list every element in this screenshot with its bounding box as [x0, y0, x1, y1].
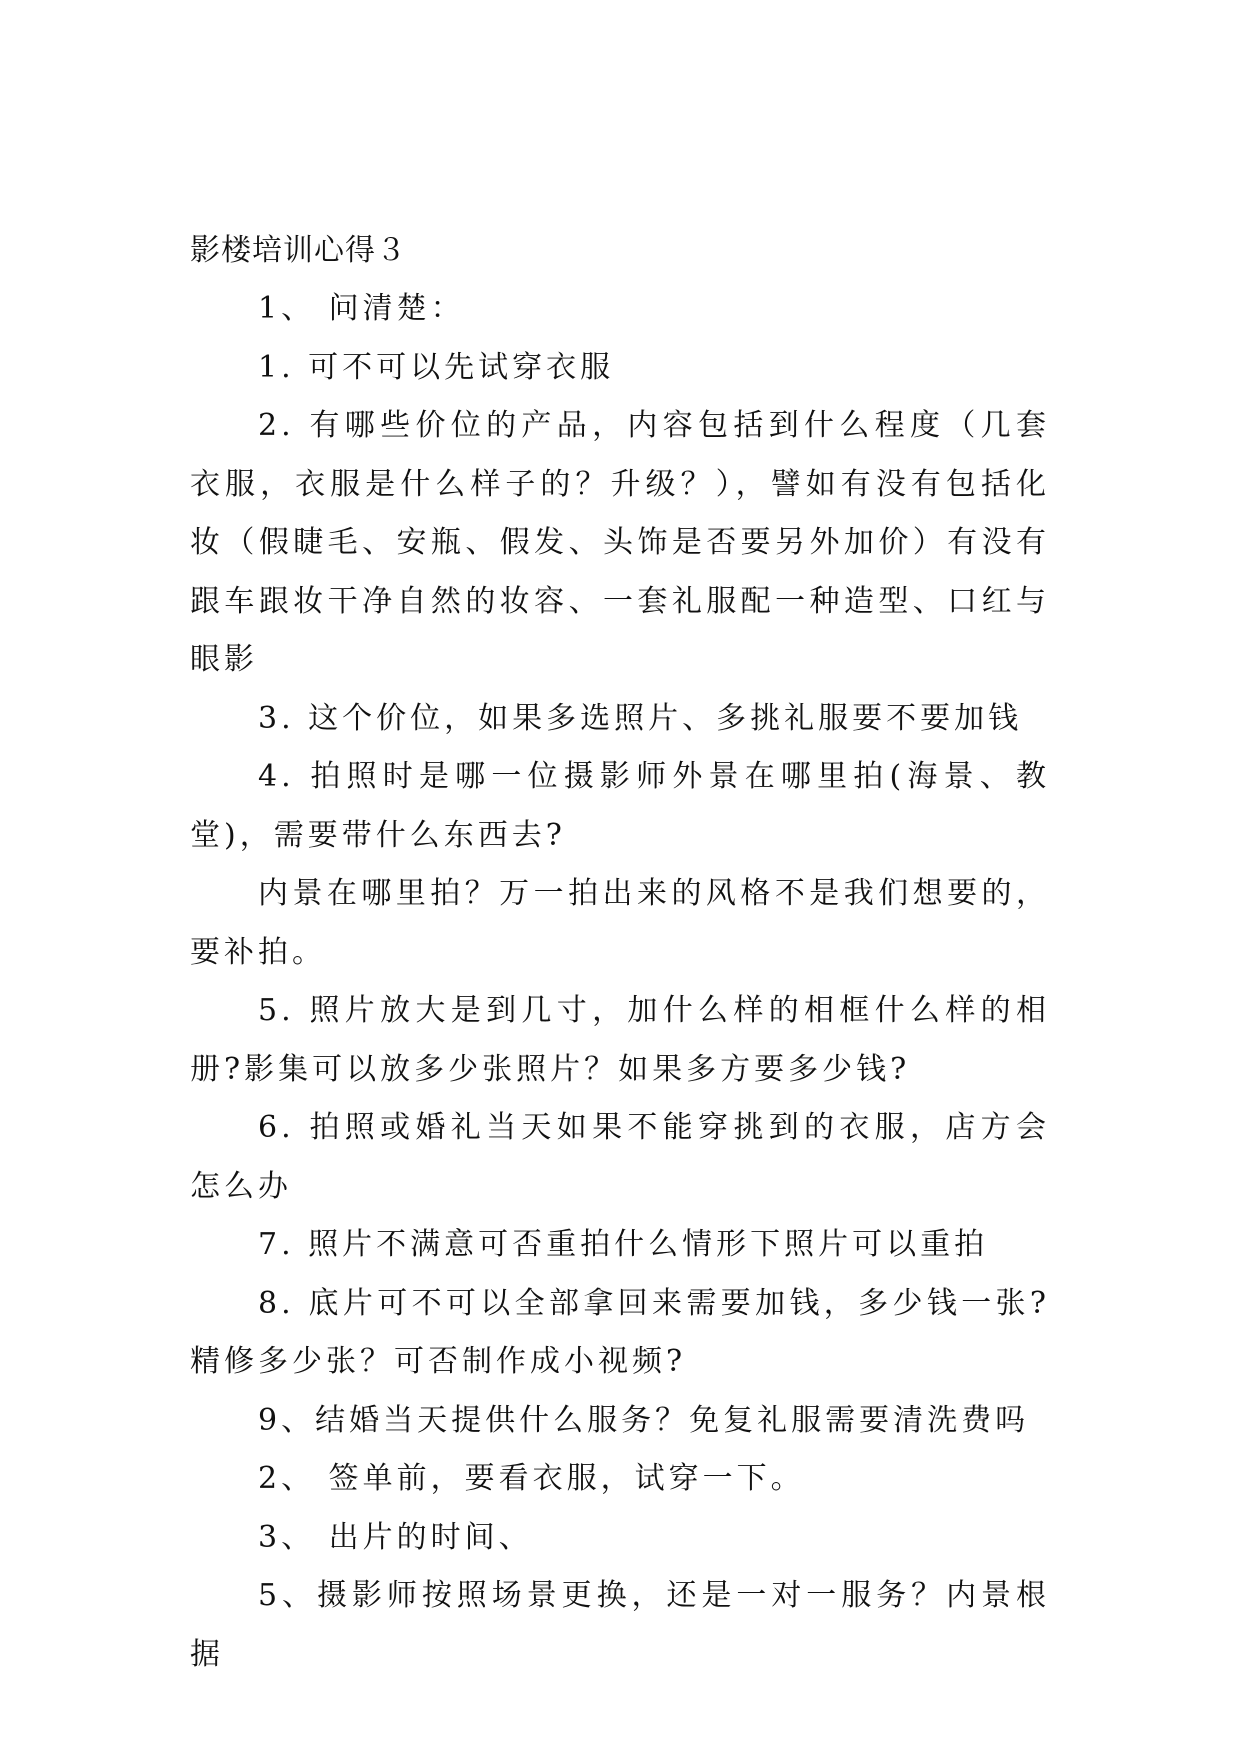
paragraph-item-6: 6. 拍照或婚礼当天如果不能穿挑到的衣服，店方会怎么办	[190, 1110, 1050, 1204]
paragraph-item-2: 2. 有哪些价位的产品，内容包括到什么程度（几套衣服，衣服是什么样子的？升级？），譬如有没有包括化妆（假睫毛、安瓶、假发、头饰是否要另外加价）有没有跟车跟妆干净自然的妆容、一套礼服配一种造型、口红与眼影	[190, 408, 1050, 677]
paragraph-item-3: 3. 这个价位，如果多选照片、多挑礼服要不要加钱	[258, 700, 1023, 736]
paragraph-indoor-scene: 内景在哪里拍？万一拍出来的风格不是我们想要的，要补拍。	[190, 876, 1050, 970]
paragraph-delivery-time: 3、 出片的时间、	[258, 1519, 533, 1555]
paragraph-photographer-service: 5、摄影师按照场景更换，还是一对一服务？内景根据	[190, 1578, 1050, 1672]
paragraph-item-8: 8. 底片可不可以全部拿回来需要加钱，多少钱一张?精修多少张？可否制作成小视频?	[190, 1285, 1050, 1379]
paragraph-item-4: 4. 拍照时是哪一位摄影师外景在哪里拍(海景、教堂)，需要带什么东西去?	[190, 759, 1050, 853]
paragraph-item-9: 9、结婚当天提供什么服务？免复礼服需要清洗费吗	[258, 1402, 1030, 1438]
paragraph-item-5: 5. 照片放大是到几寸，加什么样的相框什么样的相册?影集可以放多少张照片？如果多方要多少钱?	[190, 993, 1050, 1087]
document-body	[190, 222, 1050, 1684]
paragraph-ask-clearly: 1、 问清楚：	[258, 291, 465, 326]
paragraph-item-1: 1. 可不可以先试穿衣服	[258, 349, 615, 385]
paragraph-before-signing: 2、 签单前，要看衣服，试穿一下。	[258, 1461, 805, 1496]
document-title: 影楼培训心得３	[190, 233, 407, 268]
paragraph-item-7: 7. 照片不满意可否重拍什么情形下照片可以重拍	[258, 1227, 989, 1262]
